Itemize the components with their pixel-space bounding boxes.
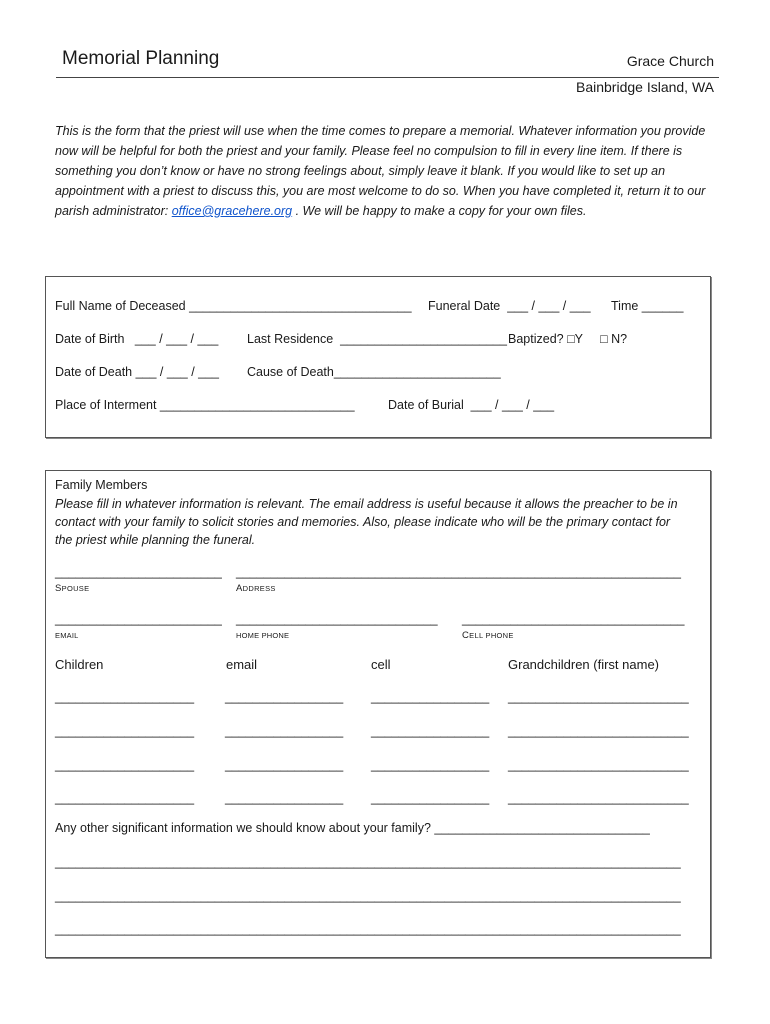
- funeral-date-field[interactable]: Funeral Date ___ / ___ / ___: [428, 299, 591, 313]
- intro-text: This is the form that the priest will use when the time comes to prepare a memorial. Whatever information you provide now will be helpful for both the priest and your family. Please feel no compulsion to fill in every line item. If there is something you don’t know or have no strong feelings about, simply leave it blank. If you would like to set up an appointment with a priest to discuss this, you are most welcome to do so. When you have completed it, return it to our parish administrator:: [55, 124, 706, 218]
- children-column-header: Children: [55, 657, 104, 672]
- spouse-label: [55, 583, 89, 594]
- cell-column-header: cell: [371, 657, 391, 672]
- last-residence-field[interactable]: Last Residence ________________________: [247, 332, 507, 346]
- children-row-2-grandchildren[interactable]: __________________________: [508, 724, 689, 738]
- cell-phone-label-initial: C: [462, 630, 470, 641]
- intro-paragraph: [55, 121, 715, 221]
- children-row-3-email[interactable]: _________________: [225, 758, 344, 772]
- spouse-label-rest: POUSE: [61, 584, 90, 593]
- family-instructions-line-1: Please fill in whatever information is relevant. The email address is useful because it allows the preacher to be in: [55, 497, 678, 511]
- full-name-field[interactable]: Full Name of Deceased ________________________________: [55, 299, 412, 313]
- cell-phone-label-rest: ELL PHONE: [469, 631, 514, 640]
- page-title: Memorial Planning: [62, 48, 220, 69]
- email-column-header: email: [226, 657, 258, 672]
- date-of-birth-field[interactable]: Date of Birth ___ / ___ / ___: [55, 332, 219, 346]
- children-row-4-grandchildren[interactable]: __________________________: [508, 791, 689, 805]
- children-row-2-email[interactable]: _________________: [225, 724, 344, 738]
- date-of-death-field[interactable]: Date of Death ___ / ___ / ___: [55, 365, 220, 379]
- family-instructions-line-3: the priest while planning the funeral.: [55, 533, 256, 547]
- children-row-3-name[interactable]: ____________________: [55, 758, 195, 772]
- children-row-1-name[interactable]: ____________________: [55, 690, 195, 704]
- email-line[interactable]: ________________________: [55, 612, 222, 626]
- home-phone-line[interactable]: _____________________________: [236, 612, 438, 626]
- church-name: Grace Church: [626, 53, 714, 69]
- date-of-burial-field[interactable]: Date of Burial ___ / ___ / ___: [388, 398, 555, 412]
- cause-of-death-field[interactable]: Cause of Death________________________: [247, 365, 501, 379]
- time-field[interactable]: Time ______: [611, 299, 684, 313]
- intro-text-end: . We will be happy to make a copy for your own files.: [292, 204, 587, 218]
- header-divider: [56, 77, 719, 78]
- address-label: [236, 583, 276, 594]
- other-info-line-2[interactable]: __________________________________________________________________________________________: [55, 889, 681, 903]
- children-row-4-cell[interactable]: _________________: [371, 791, 490, 805]
- church-location: Bainbridge Island, WA: [576, 79, 714, 95]
- children-row-3-cell[interactable]: _________________: [371, 758, 490, 772]
- address-label-initial: A: [236, 583, 243, 594]
- address-line[interactable]: ________________________________________________________________: [236, 565, 681, 579]
- other-info-field[interactable]: Any other significant information we should know about your family? _______________________________: [55, 821, 650, 835]
- cell-phone-line[interactable]: ________________________________: [462, 612, 685, 626]
- grandchildren-column-header: Grandchildren (first name): [508, 657, 659, 672]
- children-row-3-grandchildren[interactable]: __________________________: [508, 758, 689, 772]
- email-label: EMAIL: [55, 631, 79, 640]
- cell-phone-label: [462, 630, 514, 641]
- children-row-1-email[interactable]: _________________: [225, 690, 344, 704]
- place-of-interment-field[interactable]: Place of Interment ____________________________: [55, 398, 355, 412]
- address-label-rest: DDRESS: [242, 584, 276, 593]
- family-heading: Family Members: [55, 478, 148, 492]
- children-row-1-grandchildren[interactable]: __________________________: [508, 690, 689, 704]
- family-instructions-line-2: contact with your family to solicit stories and memories. Also, please indicate who will be the primary contact for: [55, 515, 671, 529]
- baptized-checkboxes[interactable]: Baptized? □Y □ N?: [508, 332, 628, 346]
- children-row-4-name[interactable]: ____________________: [55, 791, 195, 805]
- email-link[interactable]: office@gracehere.org: [171, 204, 293, 218]
- children-row-1-cell[interactable]: _________________: [371, 690, 490, 704]
- spouse-line[interactable]: ________________________: [55, 565, 222, 579]
- spouse-label-initial: S: [55, 583, 62, 594]
- other-info-line-1[interactable]: __________________________________________________________________________________________: [55, 855, 681, 869]
- children-row-2-cell[interactable]: _________________: [371, 724, 490, 738]
- children-row-2-name[interactable]: ____________________: [55, 724, 195, 738]
- children-row-4-email[interactable]: _________________: [225, 791, 344, 805]
- home-phone-label: HOME PHONE: [236, 631, 290, 640]
- other-info-line-3[interactable]: __________________________________________________________________________________________: [55, 922, 681, 936]
